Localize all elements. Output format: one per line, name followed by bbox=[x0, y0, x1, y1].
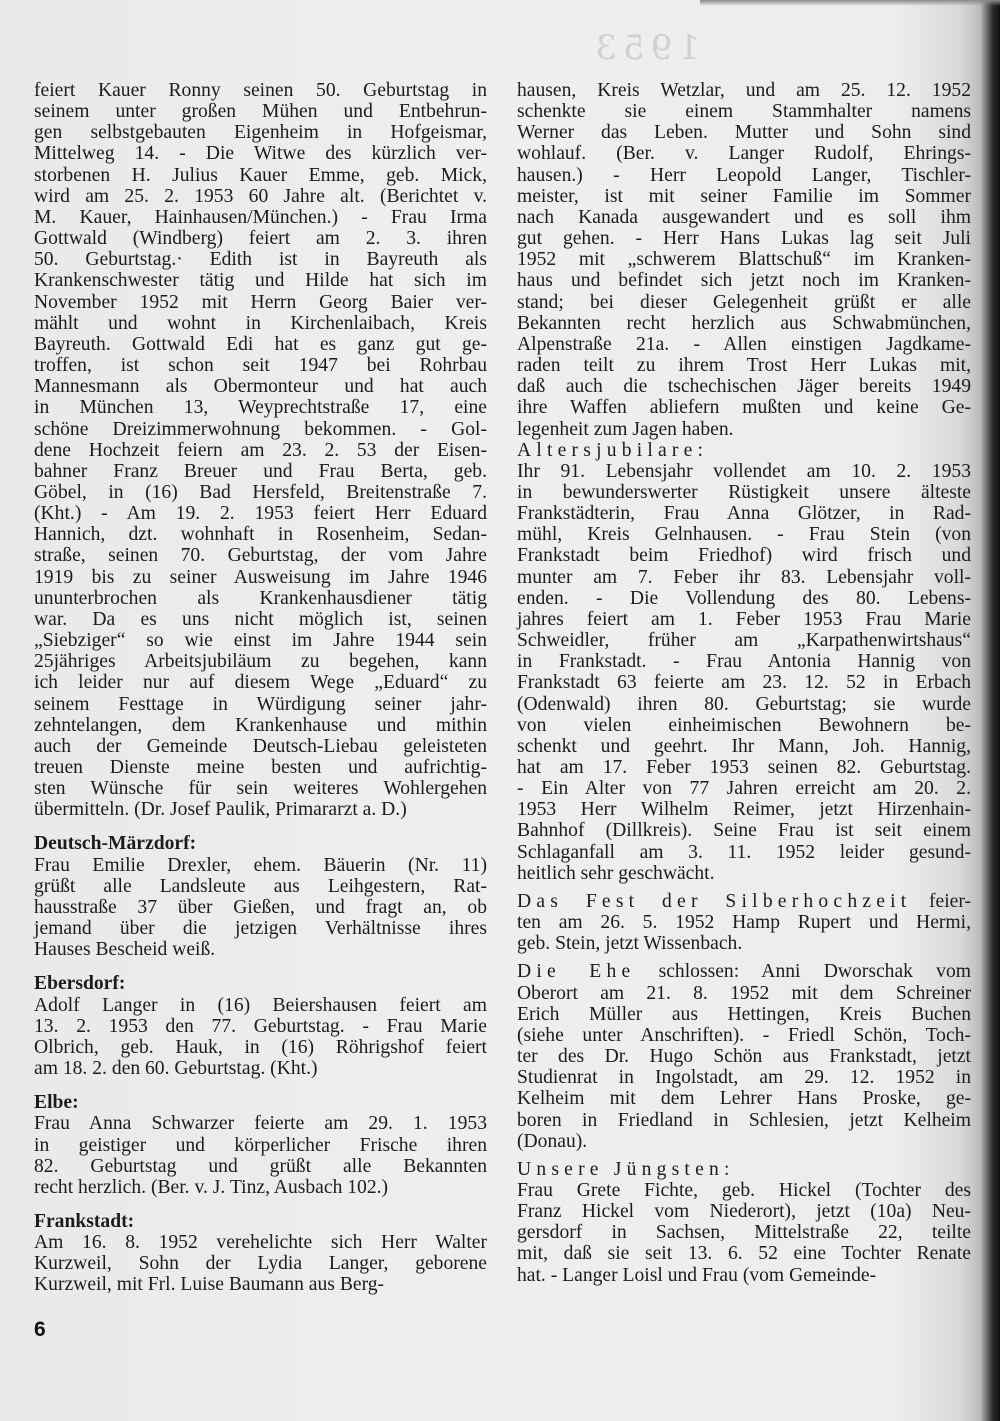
section-first-line bbox=[517, 891, 971, 912]
text-line: mählt und wohnt in Kirchenlaibach, Kreis bbox=[34, 312, 487, 334]
text-line: in Frankstadt. - Frau Antonia Hannig von bbox=[517, 651, 971, 673]
text-line: 13. 2. 1953 den 77. Geburtstag. - Frau Marie bbox=[34, 1015, 487, 1037]
section-gap bbox=[517, 1152, 971, 1159]
text-line: nach Kanada ausgewandert und es soll ihm bbox=[517, 206, 971, 228]
page-edge-shadow bbox=[700, 0, 1000, 6]
text-line: dene Hochzeit feiern am 23. 2. 53 der Eisen- bbox=[34, 439, 487, 461]
text-line: wird am 25. 2. 1953 60 Jahre alt. (Berichtet v. bbox=[34, 185, 487, 207]
text-line: heitlich sehr geschwächt. bbox=[517, 862, 715, 884]
text-line: mühl, Kreis Gelnhausen. - Frau Stein (von bbox=[517, 524, 971, 546]
text-line: gut gehen. - Herr Hans Lukas lag seit Juli bbox=[517, 228, 971, 250]
text-line: raden teilt zu ihrem Trost Herr Lukas mit, bbox=[517, 355, 971, 377]
text-line: Mittelweg 14. - Die Witwe des kürzlich ver- bbox=[34, 143, 487, 165]
text-line: Werner das Leben. Mutter und Sohn sind bbox=[517, 122, 971, 144]
text-line: ihre Waffen abliefern mußten und keine Ge- bbox=[517, 397, 971, 419]
text-line: von vielen einheimischen Bewohnern be- bbox=[517, 714, 971, 736]
text-line: Frau Grete Fichte, geb. Hickel (Tochter des bbox=[517, 1179, 971, 1201]
section bbox=[34, 1092, 487, 1198]
text-line: schenkte sie einem Stammhalter namens bbox=[517, 101, 971, 123]
text-line: (Odenwald) ihren 80. Geburtstag; sie wurde bbox=[517, 693, 971, 715]
section-gap bbox=[34, 1198, 487, 1205]
text-line: war. Da es uns nicht möglich ist, seinen bbox=[34, 608, 487, 630]
text-line: daß auch die tschechischen Jäger bereits 1949 bbox=[517, 376, 971, 398]
text-line: Am 16. 8. 1952 verehelichte sich Herr Walter bbox=[34, 1232, 487, 1254]
text-line: in München 13, Weyprechtstraße 17, eine bbox=[34, 397, 487, 419]
text-line: Bayreuth. Gottwald Edi hat es ganz gut ge- bbox=[34, 333, 487, 355]
text-block bbox=[517, 80, 971, 440]
text-line: 82. Geburtstag und grüßt alle Bekannten bbox=[34, 1155, 487, 1177]
text-line: hat am 17. Feber 1953 seinen 82. Geburtstag. bbox=[517, 757, 971, 778]
text-line: hausstraße 37 über Gießen, und fragt an, ob bbox=[34, 896, 487, 918]
text-line: Oberort am 21. 8. 1952 mit dem Schreiner bbox=[517, 982, 971, 1004]
text-line: Erich Müller aus Hettingen, Kreis Buchen bbox=[517, 1003, 971, 1025]
section bbox=[517, 1159, 971, 1286]
text-line: Krankenschwester tätig und Hilde hat sich im bbox=[34, 270, 487, 292]
text-line: schöne Dreizimmerwohnung bekommen. - Gol- bbox=[34, 418, 487, 440]
section-gap bbox=[34, 820, 487, 827]
text-line: ich leider nur auf diesem Wege „Eduard“ zu bbox=[34, 672, 487, 694]
text-line: Hannich, dzt. wohnhaft in Rosenheim, Sedan- bbox=[34, 524, 487, 546]
text-line: hat. - Langer Loisl und Frau (vom Gemeinde- bbox=[517, 1264, 877, 1286]
text-line: in geistiger und körperlicher Frische ihren bbox=[34, 1134, 487, 1156]
text-line: gersdorf in Sachsen, Mittelstraße 22, teilte bbox=[517, 1222, 971, 1244]
text-line: haus und befindet sich jetzt noch im Kranken- bbox=[517, 270, 971, 292]
left-column bbox=[34, 80, 487, 1296]
section-first-line bbox=[517, 961, 971, 982]
text-line: Frankstadt 63 feierte am 23. 12. 52 in Erbach bbox=[517, 672, 971, 694]
text-line: Hauses Bescheid weiß. bbox=[34, 939, 216, 961]
text-line: Kelheim mit dem Lehrer Hans Proske, ge- bbox=[517, 1088, 971, 1110]
text-line: storbenen H. Julius Kauer Emme, geb. Mick, bbox=[34, 164, 487, 186]
text-line: Alpenstraße 21a. - Allen einstigen Jagdkame- bbox=[517, 333, 971, 355]
text-line: munter am 7. Feber ihr 83. Lebensjahr voll- bbox=[517, 566, 971, 588]
text-line: (Donau). bbox=[517, 1130, 588, 1152]
text-line: „Siebziger“ so wie einst im Jahre 1944 sein bbox=[34, 630, 487, 652]
section bbox=[517, 891, 971, 954]
section-gap bbox=[517, 884, 971, 891]
section-heading: Unsere Jüngsten: bbox=[517, 1158, 735, 1180]
section bbox=[517, 961, 971, 1151]
section-gap bbox=[34, 1079, 487, 1086]
text-line: ununterbrochen als Krankenhausdiener tätig bbox=[34, 587, 487, 609]
bleed-through-text: 1953 bbox=[589, 28, 700, 68]
section-heading: Frankstadt: bbox=[34, 1210, 135, 1232]
text-line: übermitteln. (Dr. Josef Paulik, Primararzt a. D.) bbox=[34, 799, 407, 821]
text-line: Franz Hickel vom Niederort), jetzt (10a) Neu- bbox=[517, 1201, 971, 1223]
text-line: meister, ist mit seiner Familie im Sommer bbox=[517, 185, 971, 207]
section bbox=[34, 1211, 487, 1296]
text-line: Adolf Langer in (16) Beiershausen feiert am bbox=[34, 994, 487, 1016]
text-line: mit, daß sie seit 13. 6. 52 eine Tochter Renate bbox=[517, 1243, 971, 1265]
text-line: stand; bei dieser Gelegenheit grüßt er alle bbox=[517, 291, 971, 313]
text-line: Kurzweil, mit Frl. Luise Baumann aus Berg- bbox=[34, 1274, 385, 1296]
text-line: Ihr 91. Lebensjahr vollendet am 10. 2. 1953 bbox=[517, 460, 971, 482]
text-line: ter des Dr. Hugo Schön aus Frankstadt, jetzt bbox=[517, 1046, 971, 1068]
section-heading: Elbe: bbox=[34, 1092, 79, 1114]
text-line: troffen, ist schon seit 1947 bei Rohrbau bbox=[34, 355, 487, 377]
text-line: jahres feiert am 1. Feber 1953 Frau Marie bbox=[517, 608, 971, 630]
text-line: Schweidler, früher am „Karpathenwirtshaus“ bbox=[517, 630, 971, 652]
text-line: ten am 26. 5. 1952 Hamp Rupert und Hermi, bbox=[517, 912, 971, 934]
text-line: 50. Geburtstag.· Edith ist in Bayreuth als bbox=[34, 249, 487, 271]
section bbox=[34, 973, 487, 1079]
text-line: in bewunderswerter Rüstigkeit unsere älteste bbox=[517, 481, 971, 503]
text-line: Bekannten recht herzlich aus Schwabmünchen, bbox=[517, 312, 971, 334]
text-line: schenkt und geehrt. Ihr Mann, Joh. Hannig, bbox=[517, 735, 971, 757]
text-line: (Kht.) - Am 19. 2. 1953 feiert Herr Eduard bbox=[34, 503, 487, 525]
text-line: Frau Anna Schwarzer feierte am 29. 1. 1953 bbox=[34, 1113, 487, 1135]
text-line: 1952 mit „schwerem Blattschuß“ im Kranken- bbox=[517, 249, 971, 271]
text-line: wohlauf. (Ber. v. Langer Rudolf, Ehrings- bbox=[517, 143, 971, 165]
text-line: Göbel, in (16) Bad Hersfeld, Breitenstraße 7. bbox=[34, 481, 487, 503]
section-gap bbox=[34, 960, 487, 967]
text-line: grüßt alle Landsleute aus Leihgestern, Rat- bbox=[34, 875, 487, 897]
text-line: Mannesmann als Obermonteur und hat auch bbox=[34, 376, 487, 398]
text-line: straße, seinen 70. Geburtstag, der vom Jahre bbox=[34, 545, 487, 567]
text-line: Frankstädterin, Frau Anna Glötzer, in Rad- bbox=[517, 503, 971, 525]
line-text: feier- bbox=[928, 890, 971, 912]
text-line: Gottwald (Windberg) feiert am 2. 3. ihren bbox=[34, 228, 487, 250]
text-line: auch der Gemeinde Deutsch-Liebau geleisteten bbox=[34, 735, 487, 757]
text-line: November 1952 mit Herrn Georg Baier ver- bbox=[34, 291, 487, 313]
text-line: 25jähriges Arbeitsjubiläum zu begehen, kann bbox=[34, 651, 487, 673]
text-line: seinem unter großen Mühen und Entbehrun- bbox=[34, 101, 487, 123]
text-block bbox=[34, 80, 487, 820]
section-heading: Altersjubilare: bbox=[517, 439, 709, 461]
text-line: gen selbstgebauten Eigenheim in Hofgeismar, bbox=[34, 122, 487, 144]
text-line: enden. - Die Vollendung des 80. Lebens- bbox=[517, 587, 971, 609]
text-line: (siehe unter Anschriften). - Friedl Schön, Toch- bbox=[517, 1024, 971, 1046]
text-line: Kurzweil, Sohn der Lydia Langer, geborene bbox=[34, 1253, 487, 1275]
text-line: 1919 bis zu seiner Ausweisung im Jahre 1946 bbox=[34, 566, 487, 588]
right-column bbox=[517, 80, 971, 1286]
page-number: 6 bbox=[34, 1318, 46, 1341]
text-line: Schlaganfall am 3. 11. 1952 leider gesund- bbox=[517, 841, 971, 863]
text-line: M. Kauer, Hainhausen/München.) - Frau Irma bbox=[34, 206, 487, 228]
text-line: seinem Festtage in Würdigung seiner jahr- bbox=[34, 693, 487, 715]
text-line: legenheit zum Jagen haben. bbox=[517, 418, 734, 440]
line-text: schlossen: Anni Dworschak vom bbox=[658, 961, 971, 983]
section bbox=[517, 440, 971, 884]
section-heading: Die Ehe bbox=[517, 961, 636, 983]
text-line: - Ein Alter von 77 Jahren erreicht am 20. 2. bbox=[517, 778, 971, 800]
text-line: Bahnhof (Dillkreis). Seine Frau ist seit einem bbox=[517, 820, 971, 842]
text-line: Olbrich, geb. Hauk, in (16) Röhrigshof feiert bbox=[34, 1036, 487, 1058]
text-line: jemand über die jetzigen Verhältnisse ihres bbox=[34, 918, 487, 940]
section-heading: Ebersdorf: bbox=[34, 973, 126, 995]
text-line: hausen, Kreis Wetzlar, und am 25. 12. 1952 bbox=[517, 80, 971, 101]
text-line: zehntelangen, dem Krankenhause und mithin bbox=[34, 714, 487, 736]
text-line: am 18. 2. den 60. Geburtstag. (Kht.) bbox=[34, 1058, 318, 1080]
text-line: hausen.) - Herr Leopold Langer, Tischler- bbox=[517, 164, 971, 186]
text-line: boren in Friedland in Schlesien, jetzt Kelheim bbox=[517, 1109, 971, 1131]
text-line: sten Wünsche für sein weiteres Wohlergehen bbox=[34, 778, 487, 800]
section bbox=[34, 833, 487, 960]
section-heading: Das Fest der Silberhochzeit bbox=[517, 890, 912, 912]
text-line: 1953 Herr Wilhelm Reimer, jetzt Hirzenhain- bbox=[517, 799, 971, 821]
text-line: feiert Kauer Ronny seinen 50. Geburtstag in bbox=[34, 80, 487, 101]
text-line: Frau Emilie Drexler, ehem. Bäuerin (Nr. 11) bbox=[34, 854, 487, 876]
text-line: Studienrat in Ingolstadt, am 29. 12. 1952 in bbox=[517, 1067, 971, 1089]
section-heading: Deutsch-Märzdorf: bbox=[34, 833, 197, 855]
text-line: Frankstadt beim Friedhof) wird frisch und bbox=[517, 545, 971, 567]
text-line: geb. Stein, jetzt Wissenbach. bbox=[517, 933, 743, 955]
text-line: bahner Franz Breuer und Frau Berta, geb. bbox=[34, 460, 487, 482]
text-line: recht herzlich. (Ber. v. J. Tinz, Ausbach 102.) bbox=[34, 1176, 389, 1198]
text-line: treuen Dienste meine besten und aufrichtig- bbox=[34, 757, 487, 778]
section-gap bbox=[517, 954, 971, 961]
